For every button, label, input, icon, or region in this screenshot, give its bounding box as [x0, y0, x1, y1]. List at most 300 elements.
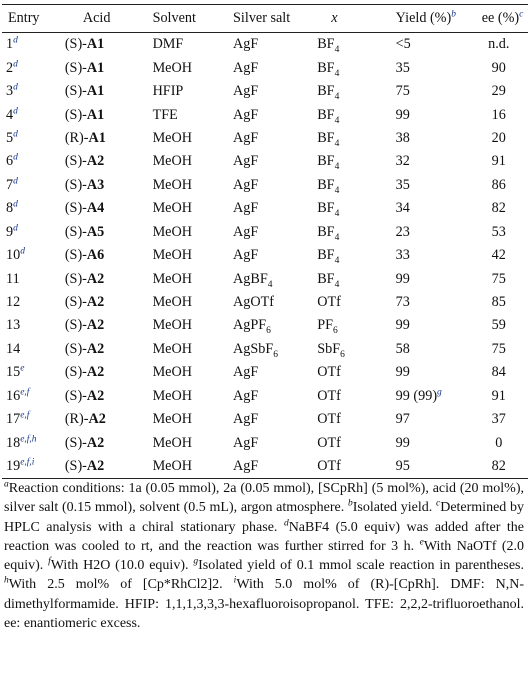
acid-configuration: (S)- [64, 458, 87, 475]
entry-number: 11 [6, 270, 20, 287]
silver-salt-formula: AgF [233, 247, 259, 264]
counterion-subscript: 4 [334, 91, 340, 102]
yield-cell [396, 197, 482, 220]
header-row [2, 5, 528, 33]
silver-salt-formula: AgF [233, 434, 259, 451]
yield-cell [396, 80, 482, 103]
table-row [2, 385, 528, 408]
footnote-mark-i: i [233, 575, 237, 586]
silver-salt-formula: AgF [233, 36, 259, 53]
entry-cell [2, 408, 61, 431]
acid-cell [61, 291, 153, 314]
silver-salt-cell [233, 385, 317, 408]
entry-cell [2, 455, 61, 479]
solvent-cell: MeOH [152, 59, 192, 76]
silver-salt-cell [233, 150, 317, 173]
acid-configuration: (S)- [64, 200, 87, 217]
entry-cell [2, 221, 61, 244]
yield-cell [396, 103, 482, 126]
entry-footnote-mark: e,f,i [20, 457, 35, 468]
ee-value: 20 [491, 129, 506, 146]
counterion-subscript: 4 [334, 115, 340, 126]
silver-salt-cell [233, 244, 317, 267]
acid-cell [61, 408, 153, 431]
solvent-cell: MeOH [152, 364, 192, 381]
yield-value: 34 [395, 200, 410, 217]
counterion-cell [317, 221, 395, 244]
ee-cell [482, 361, 528, 384]
ee-cell [482, 455, 528, 479]
silver-salt-formula: AgF [233, 59, 259, 76]
entry-cell [2, 80, 61, 103]
counterion-formula: BF [317, 247, 335, 264]
entry-number: 2 [6, 59, 14, 76]
ee-cell [482, 127, 528, 150]
acid-configuration: (S)- [64, 294, 87, 311]
ee-value: 91 [491, 153, 506, 170]
ee-value: 84 [491, 364, 506, 381]
counterion-formula: OTf [317, 364, 341, 381]
ee-cell [482, 431, 528, 454]
silver-salt-formula: AgF [233, 153, 259, 170]
entry-cell [2, 431, 61, 454]
footnote-mark-g: g [193, 556, 199, 567]
ee-value: 42 [491, 247, 506, 264]
ee-value: 37 [491, 411, 506, 428]
solvent-cell: MeOH [152, 270, 192, 287]
silver-salt-header: Silver salt [233, 10, 291, 26]
entry-number: 3 [6, 83, 14, 100]
acid-configuration: (S)- [64, 387, 87, 404]
ee-cell [482, 174, 528, 197]
acid-cell [61, 455, 153, 479]
entry-cell [2, 103, 61, 126]
yield-value: <5 [395, 36, 411, 53]
entry-number: 4 [6, 106, 14, 123]
footnote-h: With 2.5 mol% of [Cp*RhCl2]2. [8, 577, 223, 593]
counterion-subscript: 4 [334, 255, 340, 266]
counterion-cell [317, 127, 395, 150]
ee-cell [482, 244, 528, 267]
acid-label: A1 [86, 36, 105, 53]
footnote-e: With NaOTf (2.0 equiv). [4, 538, 525, 574]
acid-configuration: (S)- [64, 106, 87, 123]
acid-label: A2 [86, 434, 105, 451]
counterion-cell [317, 244, 395, 267]
silver-salt-formula: AgF [233, 83, 259, 100]
ee-value: 85 [491, 294, 506, 311]
yield-cell [396, 338, 482, 361]
entry-number: 13 [6, 317, 21, 334]
silver-salt-cell [233, 80, 317, 103]
yield-value: 58 [395, 340, 410, 357]
table-row [2, 174, 528, 197]
acid-cell [61, 33, 153, 57]
entry-number: 10 [6, 247, 21, 264]
entry-cell [2, 150, 61, 173]
counterion-cell [317, 455, 395, 479]
acid-cell [61, 80, 153, 103]
acid-configuration: (S)- [64, 153, 87, 170]
silver-salt-cell [233, 408, 317, 431]
counterion-cell [317, 408, 395, 431]
ee-value: 16 [491, 106, 506, 123]
silver-salt-formula: AgF [233, 129, 259, 146]
footnote-f: With H2O (10.0 equiv). [50, 558, 189, 574]
yield-footnote-mark: g [437, 387, 442, 398]
silver-salt-cell [233, 431, 317, 454]
counterion-subscript: 4 [334, 162, 340, 173]
silver-salt-formula: AgF [233, 223, 259, 240]
acid-label: A1 [86, 83, 105, 100]
footnote-d: NaBF4 (5.0 equiv) was added after the reaction was cooled to rt, and the reaction was further stirred for 3 h. [4, 519, 524, 554]
counterion-subscript: 4 [334, 45, 340, 56]
ee-cell [482, 80, 528, 103]
yield-value: 35 [395, 59, 410, 76]
silver-salt-cell [233, 291, 317, 314]
solvent-cell: MeOH [152, 294, 192, 311]
silver-salt-subscript: 6 [273, 349, 279, 360]
acid-configuration: (S)- [64, 434, 87, 451]
solvent-cell: MeOH [152, 153, 192, 170]
ee-value: 82 [491, 200, 506, 217]
footnote-mark-a: a [4, 479, 9, 490]
solvent-cell: MeOH [152, 458, 192, 475]
acid-cell [61, 56, 153, 79]
acid-label: A6 [86, 247, 105, 264]
acid-label: A2 [86, 317, 105, 334]
silver-salt-formula: AgF [233, 106, 259, 123]
entry-header: Entry [8, 10, 40, 26]
ee-cell [482, 103, 528, 126]
ee-cell [482, 291, 528, 314]
entry-number: 17 [6, 411, 21, 428]
yield-value: 33 [395, 247, 410, 264]
entry-footnote-mark: d [13, 58, 18, 69]
acid-configuration: (R)- [64, 411, 89, 428]
counterion-cell [317, 291, 395, 314]
yield-cell [396, 431, 482, 454]
entry-cell [2, 314, 61, 337]
table-row [2, 127, 528, 150]
acid-header: Acid [82, 10, 111, 26]
counterion-formula: PF [317, 317, 333, 334]
entry-number: 19 [6, 458, 21, 475]
entry-cell [2, 291, 61, 314]
ee-value: 90 [491, 59, 506, 76]
acid-label: A2 [86, 153, 105, 170]
acid-label: A1 [86, 59, 105, 76]
entry-footnote-mark: d [13, 105, 18, 116]
yield-value: 38 [395, 129, 410, 146]
entry-footnote-mark: d [13, 35, 18, 46]
table-row [2, 338, 528, 361]
silver-salt-formula: AgF [233, 411, 259, 428]
entry-cell [2, 174, 61, 197]
acid-configuration: (S)- [64, 176, 87, 193]
yield-cell [396, 244, 482, 267]
yield-value: 35 [395, 176, 410, 193]
acid-label: A3 [86, 176, 105, 193]
acid-cell [61, 127, 153, 150]
yield-value: 97 [395, 411, 410, 428]
yield-value: 75 [395, 83, 410, 100]
entry-footnote-mark: d [13, 129, 18, 140]
counterion-formula: BF [317, 36, 335, 53]
footnote-abbreviations: DMF: N,N-dimethylformamide. HFIP: 1,1,1,3,3,3-hexafluoroisopropanol. TFE: 2,2,2-trifluoroethanol. ee: enantiomeric excess. [4, 577, 524, 632]
silver-salt-subscript: 6 [266, 326, 271, 337]
footnote-a: Reaction conditions: 1a (0.05 mmol), 2a (0.05 mmol), [SCpRh] (5 mol%), acid (20 mol%), silver salt (0.15 mmol), solvent (0.5 mL), argon atmosphere. [4, 481, 524, 516]
counterion-cell [317, 338, 395, 361]
results-table [2, 4, 528, 479]
counterion-formula: OTf [317, 387, 341, 404]
solvent-cell: TFE [152, 106, 178, 123]
footnote-mark-d: d [283, 517, 289, 528]
acid-label: A2 [88, 411, 106, 428]
counterion-cell [317, 385, 395, 408]
silver-salt-cell [233, 197, 317, 220]
solvent-cell: MeOH [152, 387, 192, 404]
table-row [2, 33, 528, 57]
yield-header-footnote-mark: b [451, 9, 456, 20]
acid-cell [61, 174, 153, 197]
entry-cell [2, 33, 61, 57]
counterion-cell [317, 431, 395, 454]
yield-cell [396, 56, 482, 79]
entry-footnote-mark: e [20, 363, 25, 374]
yield-cell [396, 361, 482, 384]
acid-label: A2 [86, 387, 105, 404]
acid-label: A1 [86, 106, 105, 123]
counterion-cell [317, 56, 395, 79]
ee-cell [482, 150, 528, 173]
table-row [2, 56, 528, 79]
footnote-mark-h: h [4, 575, 9, 586]
table-row [2, 221, 528, 244]
entry-number: 16 [6, 387, 21, 404]
footnote-b: Isolated yield. [352, 500, 433, 516]
silver-salt-formula: AgOTf [233, 294, 275, 311]
acid-label: A4 [86, 200, 105, 217]
silver-salt-subscript: 4 [267, 279, 273, 290]
silver-salt-formula: AgF [233, 200, 259, 217]
table-row [2, 431, 528, 454]
acid-configuration: (S)- [64, 364, 87, 381]
entry-cell [2, 127, 61, 150]
ee-cell [482, 314, 528, 337]
ee-cell [482, 385, 528, 408]
counterion-subscript: 6 [340, 349, 345, 360]
counterion-formula: BF [317, 223, 335, 240]
silver-salt-cell [233, 174, 317, 197]
acid-cell [61, 150, 153, 173]
silver-salt-cell [233, 103, 317, 126]
counterion-subscript: 4 [334, 138, 340, 149]
entry-footnote-mark: d [13, 199, 18, 210]
footnote-g: Isolated yield of 0.1 mmol scale reaction in parentheses. [198, 558, 524, 574]
counterion-cell [317, 103, 395, 126]
counterion-subscript: 4 [334, 232, 340, 243]
table-row [2, 361, 528, 384]
table-row [2, 314, 528, 337]
ee-cell [482, 338, 528, 361]
counterion-formula: BF [317, 200, 335, 217]
acid-configuration: (S)- [64, 317, 87, 334]
yield-cell [396, 408, 482, 431]
footnote-mark-c: c [435, 498, 441, 509]
entry-footnote-mark: d [20, 246, 25, 257]
yield-cell [396, 150, 482, 173]
ee-value: 0 [495, 434, 503, 451]
ee-cell [482, 408, 528, 431]
ee-value: 29 [491, 83, 506, 100]
acid-configuration: (S)- [64, 36, 87, 53]
yield-value: 99 [395, 434, 410, 451]
silver-salt-formula: AgSbF [233, 340, 274, 357]
acid-cell [61, 267, 153, 290]
table-row [2, 244, 528, 267]
ee-value: 82 [491, 458, 506, 475]
solvent-header: Solvent [152, 10, 196, 26]
footnote-mark-f: f [48, 556, 51, 567]
silver-salt-cell [233, 127, 317, 150]
solvent-cell: MeOH [152, 200, 192, 217]
counterion-cell [317, 197, 395, 220]
counterion-formula: OTf [317, 411, 341, 428]
table-row [2, 150, 528, 173]
entry-footnote-mark: e,f [20, 387, 30, 398]
entry-footnote-mark: d [13, 152, 18, 163]
ee-value: 75 [491, 340, 506, 357]
table-row [2, 197, 528, 220]
entry-number: 5 [6, 129, 14, 146]
table-row [2, 267, 528, 290]
yield-cell [396, 314, 482, 337]
counterion-formula: BF [317, 176, 335, 193]
entry-cell [2, 197, 61, 220]
entry-number: 6 [6, 153, 14, 170]
entry-cell [2, 361, 61, 384]
acid-configuration: (S)- [64, 247, 87, 264]
yield-value: 99 [395, 364, 410, 381]
acid-cell [61, 197, 153, 220]
counterion-subscript: 4 [334, 68, 340, 79]
yield-value: 73 [395, 294, 410, 311]
solvent-cell: MeOH [152, 129, 192, 146]
acid-configuration: (S)- [64, 340, 87, 357]
acid-label: A2 [86, 294, 105, 311]
ee-value: 86 [491, 176, 506, 193]
solvent-cell: MeOH [152, 176, 192, 193]
counterion-cell [317, 314, 395, 337]
entry-footnote-mark: e,f,h [20, 433, 37, 444]
entry-cell [2, 244, 61, 267]
entry-cell [2, 267, 61, 290]
entry-cell [2, 338, 61, 361]
acid-cell [61, 431, 153, 454]
yield-value: 99 (99) [395, 387, 438, 404]
footnote-c: Determined by HPLC analysis with a chiral stationary phase. [4, 500, 525, 535]
counterion-formula: OTf [317, 434, 341, 451]
yield-value: 99 [395, 106, 410, 123]
silver-salt-cell [233, 361, 317, 384]
acid-cell [61, 338, 153, 361]
entry-number: 1 [6, 36, 14, 53]
yield-cell [396, 385, 482, 408]
counterion-subscript: 4 [334, 279, 340, 290]
yield-cell [396, 174, 482, 197]
counterion-formula: SbF [317, 340, 341, 357]
acid-configuration: (S)- [64, 83, 87, 100]
acid-cell [61, 385, 153, 408]
table-row [2, 291, 528, 314]
counterion-formula: OTf [317, 294, 341, 311]
acid-label: A1 [88, 129, 106, 146]
entry-footnote-mark: e,f [20, 410, 30, 421]
solvent-cell: MeOH [152, 247, 192, 264]
yield-value: 99 [395, 270, 410, 287]
counterion-formula: BF [317, 270, 335, 287]
table-row [2, 455, 528, 479]
acid-configuration: (S)- [64, 270, 87, 287]
table-footnotes [4, 479, 524, 633]
acid-label: A2 [86, 270, 105, 287]
acid-label: A2 [86, 364, 105, 381]
solvent-cell: MeOH [152, 317, 192, 334]
ee-value: 75 [491, 270, 506, 287]
solvent-cell: MeOH [152, 411, 192, 428]
silver-salt-cell [233, 267, 317, 290]
ee-cell [482, 197, 528, 220]
counterion-subscript: 6 [333, 326, 338, 337]
counterion-cell [317, 174, 395, 197]
acid-cell [61, 103, 153, 126]
acid-label: A2 [86, 340, 105, 357]
counterion-formula: BF [317, 153, 335, 170]
acid-label: A5 [86, 223, 105, 240]
silver-salt-cell [233, 314, 317, 337]
footnote-mark-e: e [419, 537, 424, 548]
acid-configuration: (R)- [64, 129, 89, 146]
entry-number: 9 [6, 223, 14, 240]
ee-header-footnote-mark: c [519, 9, 524, 20]
counterion-cell [317, 267, 395, 290]
acid-cell [61, 221, 153, 244]
silver-salt-cell [233, 221, 317, 244]
counterion-cell [317, 150, 395, 173]
entry-cell [2, 385, 61, 408]
yield-cell [396, 455, 482, 479]
table-row [2, 103, 528, 126]
yield-cell [396, 221, 482, 244]
ee-value: n.d. [488, 36, 510, 53]
yield-cell [396, 267, 482, 290]
yield-value: 23 [395, 223, 410, 240]
entry-footnote-mark: d [13, 176, 18, 187]
solvent-cell: DMF [152, 36, 184, 53]
yield-cell [396, 127, 482, 150]
acid-label: A2 [86, 458, 105, 475]
silver-salt-cell [233, 33, 317, 57]
table-row [2, 80, 528, 103]
entry-number: 12 [6, 294, 21, 311]
solvent-cell: MeOH [152, 340, 192, 357]
counterion-formula: BF [317, 106, 335, 123]
yield-cell [396, 33, 482, 57]
silver-salt-formula: AgF [233, 458, 259, 475]
entry-number: 18 [6, 434, 21, 451]
silver-salt-formula: AgBF [233, 270, 268, 287]
